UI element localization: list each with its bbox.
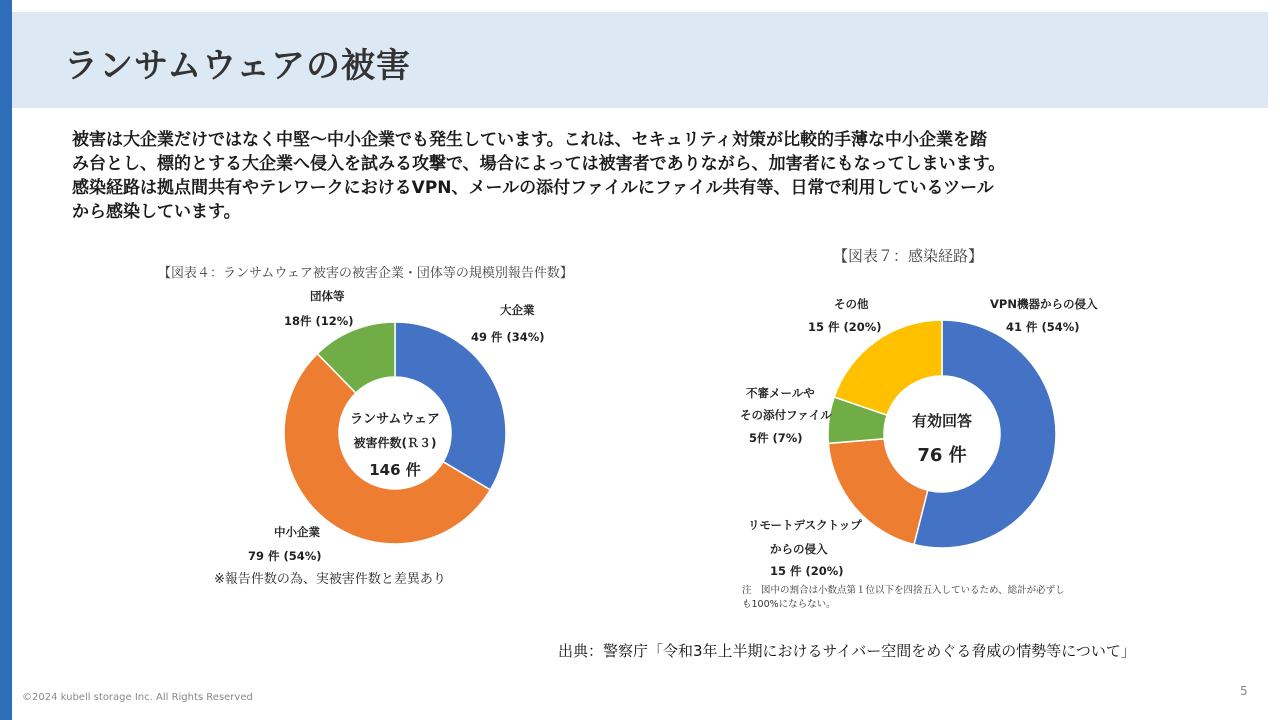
chart2-note-line: 注 図中の割合は小数点第１位以下を四捨五入しているため、総計が必ずし xyxy=(742,585,1065,596)
chart2-slice-value: 41 件 (54%) xyxy=(1006,320,1080,334)
chart2-slice-label: その添付ファイル xyxy=(740,408,832,422)
chart2-slice-value: 15 件 (20%) xyxy=(770,564,844,578)
chart2-donut xyxy=(826,318,1058,550)
chart2-center-line1: 有効回答 xyxy=(911,412,972,430)
body-text xyxy=(72,128,1182,224)
chart1-slice-label: 中小企業 xyxy=(274,525,320,539)
chart1-donut xyxy=(284,318,506,548)
chart2-note xyxy=(742,584,1065,612)
chart2-center-total: 76 件 xyxy=(917,445,967,466)
source-citation: 出典：警察庁「令和3年上半期におけるサイバー空間をめぐる脅威の情勢等について」 xyxy=(558,642,1136,660)
chart2-slice-label: からの侵入 xyxy=(770,542,828,556)
paragraph-line: 感染経路は拠点間共有やテレワークにおけるVPN、メールの添付ファイルにファイル共有等、日常で利用しているツール xyxy=(72,178,994,198)
chart2-title: 【図表７：感染経路】 xyxy=(833,247,984,265)
chart1-center-line2: 被害件数(Ｒ３) xyxy=(353,436,437,450)
chart1-slice-value: 79 件 (54%) xyxy=(248,549,322,563)
paragraph-line: み台とし、標的とする大企業へ侵入を試みる攻撃で、場合によっては被害者でありながら、加害者にもなってしまいます。 xyxy=(72,154,1006,174)
chart1-slice-label: 大企業 xyxy=(500,303,535,317)
chart2-slice-value: 5件 (7%) xyxy=(749,431,803,445)
chart1-slice-label: 団体等 xyxy=(310,289,345,303)
chart1-slice-value: 49 件 (34%) xyxy=(471,330,545,344)
chart1-slice-value: 18件 (12%) xyxy=(284,314,354,328)
chart2-slice-label: その他 xyxy=(834,297,869,311)
copyright-footer: ©2024 kubell storage Inc. All Rights Reserved xyxy=(22,692,253,703)
chart1-center-line1: ランサムウェア xyxy=(350,412,440,427)
page-title: ランサムウェアの被害 xyxy=(64,46,411,86)
chart2-slice-value: 15 件 (20%) xyxy=(808,320,882,334)
chart1-title: 【図表４：ランサムウェア被害の被害企業・団体等の規模別報告件数】 xyxy=(158,266,573,281)
paragraph-line: から感染しています。 xyxy=(72,202,241,222)
chart2-note-line: も100%にならない。 xyxy=(742,599,836,610)
chart1-center-total: 146 件 xyxy=(369,461,421,479)
chart1-note: ※報告件数の為、実被害件数と差異あり xyxy=(214,572,446,587)
chart2-slice-label: 不審メールや xyxy=(746,386,815,400)
page-number: 5 xyxy=(1240,684,1248,698)
chart2-slice-label: VPN機器からの侵入 xyxy=(990,297,1098,311)
chart2-slice-label: リモートデスクトップ xyxy=(748,518,862,532)
accent-sidebar xyxy=(0,0,12,720)
paragraph-line: 被害は大企業だけではなく中堅～中小企業でも発生しています。これは、セキュリティ対策が比較的手薄な中小企業を踏 xyxy=(72,130,987,150)
